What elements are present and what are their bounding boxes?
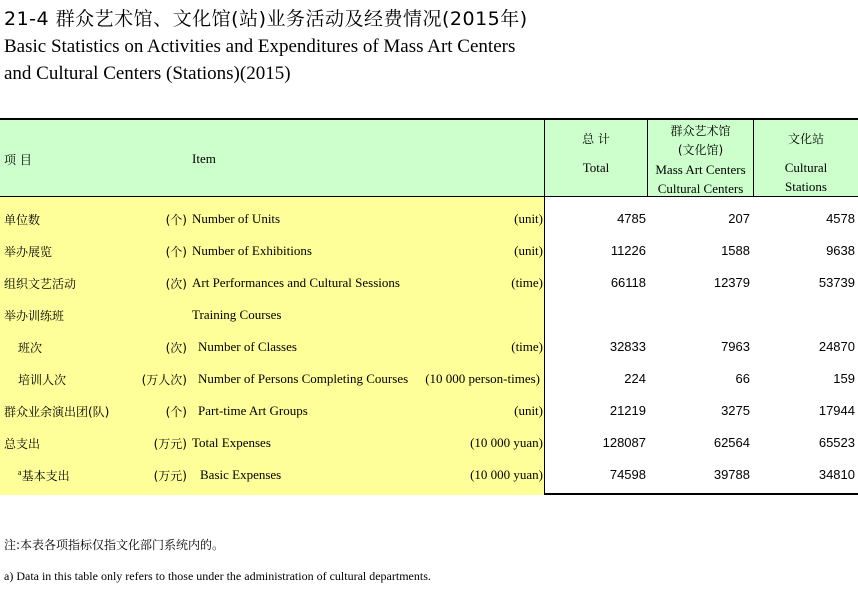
row-unit-en: (unit) bbox=[514, 403, 543, 418]
row-label-cn: 举办训练班 bbox=[4, 309, 65, 323]
table-row bbox=[0, 235, 858, 267]
row-label-cn: 组织文艺活动 bbox=[4, 277, 77, 291]
row-label-cn-text: 基本支出 bbox=[21, 469, 70, 483]
cell-stations: 4578 bbox=[826, 211, 855, 226]
cell-mass-art: 62564 bbox=[713, 435, 750, 450]
cell-mass-art: 207 bbox=[728, 211, 750, 226]
table-row bbox=[0, 459, 858, 491]
table-title-cn: 21-4 群众艺术馆、文化馆(站)业务活动及经费情况(2015年) bbox=[4, 8, 528, 30]
row-label-en: Training Courses bbox=[192, 307, 282, 322]
row-unit-cn: (个) bbox=[165, 213, 187, 227]
cell-total: 66118 bbox=[610, 275, 646, 290]
row-unit-en: (unit) bbox=[514, 243, 543, 258]
header-item-cell bbox=[0, 120, 545, 196]
row-unit-cn: (次) bbox=[165, 341, 187, 355]
cell-mass-art: 1588 bbox=[721, 243, 750, 258]
table-row bbox=[0, 331, 858, 363]
header-mass-art-cn1: 群众艺术馆 bbox=[670, 124, 731, 138]
row-unit-cn: (个) bbox=[165, 405, 187, 419]
row-unit-en: (unit) bbox=[514, 211, 543, 226]
cell-total: 224 bbox=[624, 371, 646, 386]
header-stations bbox=[754, 120, 858, 196]
statistics-table bbox=[0, 118, 858, 495]
row-label-en: Number of Classes bbox=[198, 339, 297, 354]
header-mass-art-cn2: (文化馆) bbox=[677, 143, 724, 157]
cell-total: 21219 bbox=[609, 403, 646, 418]
row-unit-en: (10 000 yuan) bbox=[470, 435, 543, 450]
table-row bbox=[0, 203, 858, 235]
row-label-cn: 培训人次 bbox=[18, 373, 67, 387]
cell-stations: 159 bbox=[833, 371, 855, 386]
row-label-en: Number of Units bbox=[192, 211, 281, 226]
row-unit-en: (time) bbox=[511, 275, 543, 290]
cell-total: 4785 bbox=[617, 211, 646, 226]
cell-mass-art: 12379 bbox=[713, 275, 750, 290]
header-stations-cn: 文化站 bbox=[787, 132, 824, 146]
cell-mass-art: 39788 bbox=[713, 467, 750, 482]
cell-total: 128087 bbox=[602, 435, 646, 450]
table-row bbox=[0, 395, 858, 427]
cell-mass-art: 66 bbox=[735, 371, 750, 386]
table-row bbox=[0, 299, 858, 331]
row-unit-en: (time) bbox=[511, 339, 543, 354]
row-unit-cn: (个) bbox=[165, 245, 187, 259]
footnote-en: a) Data in this table only refers to those under the administration of cultural departments. bbox=[4, 569, 431, 583]
table-title-en-line2: and Cultural Centers (Stations)(2015) bbox=[4, 63, 291, 84]
row-label-cn: 群众业余演出团(队) bbox=[4, 405, 110, 419]
row-label-cn: 举办展览 bbox=[4, 245, 53, 259]
row-label-cn: 班次 bbox=[18, 341, 43, 355]
cell-stations: 65523 bbox=[818, 435, 855, 450]
header-total bbox=[545, 120, 648, 196]
row-unit-en: (10 000 person-times) bbox=[425, 371, 540, 386]
header-total-en: Total bbox=[582, 160, 610, 175]
table-row bbox=[0, 427, 858, 459]
header-mass-art-en2: Cultural Centers bbox=[657, 181, 744, 196]
row-label-cn: 单位数 bbox=[4, 213, 41, 227]
cell-total: 32833 bbox=[609, 339, 646, 354]
cell-stations: 53739 bbox=[818, 275, 855, 290]
row-unit-cn: (次) bbox=[165, 277, 187, 291]
header-total-cn: 总 计 bbox=[582, 132, 610, 146]
header-stations-en2: Stations bbox=[785, 179, 827, 194]
cell-mass-art: 3275 bbox=[721, 403, 750, 418]
cell-total: 74598 bbox=[609, 467, 646, 482]
header-item-cn: 项 目 bbox=[4, 153, 32, 167]
cell-total: 11226 bbox=[610, 243, 646, 258]
row-label-en: Number of Persons Completing Courses bbox=[198, 371, 409, 386]
footnote-cn: 注:本表各项指标仅指文化部门系统内的。 bbox=[4, 538, 225, 552]
row-label-en: Total Expenses bbox=[192, 435, 271, 450]
row-label-en: Art Performances and Cultural Sessions bbox=[192, 275, 400, 290]
cell-mass-art: 7963 bbox=[721, 339, 750, 354]
table-row bbox=[0, 363, 858, 395]
row-label-en: Basic Expenses bbox=[200, 467, 282, 482]
header-mass-art bbox=[648, 120, 754, 196]
row-label-en: Part-time Art Groups bbox=[198, 403, 308, 418]
row-label-cn bbox=[18, 467, 70, 484]
table-row bbox=[0, 267, 858, 299]
header-stations-en1: Cultural bbox=[784, 160, 828, 175]
cell-stations: 9638 bbox=[826, 243, 855, 258]
cell-stations: 24870 bbox=[818, 339, 855, 354]
row-unit-cn: (万人次) bbox=[141, 373, 187, 387]
row-unit-cn: (万元) bbox=[153, 437, 187, 451]
header-mass-art-en1: Mass Art Centers bbox=[655, 162, 746, 177]
row-label-cn: 总支出 bbox=[4, 437, 41, 451]
cell-stations: 17944 bbox=[818, 403, 855, 418]
row-unit-cn: (万元) bbox=[153, 469, 187, 483]
footnote-marker: a bbox=[18, 468, 22, 477]
header-item-en: Item bbox=[192, 151, 216, 166]
table-header bbox=[0, 120, 858, 197]
row-label-en: Number of Exhibitions bbox=[192, 243, 312, 258]
row-unit-en: (10 000 yuan) bbox=[470, 467, 543, 482]
cell-stations: 34810 bbox=[818, 467, 855, 482]
table-body bbox=[0, 197, 858, 495]
table-title-en-line1: Basic Statistics on Activities and Expenditures of Mass Art Centers bbox=[4, 36, 516, 57]
